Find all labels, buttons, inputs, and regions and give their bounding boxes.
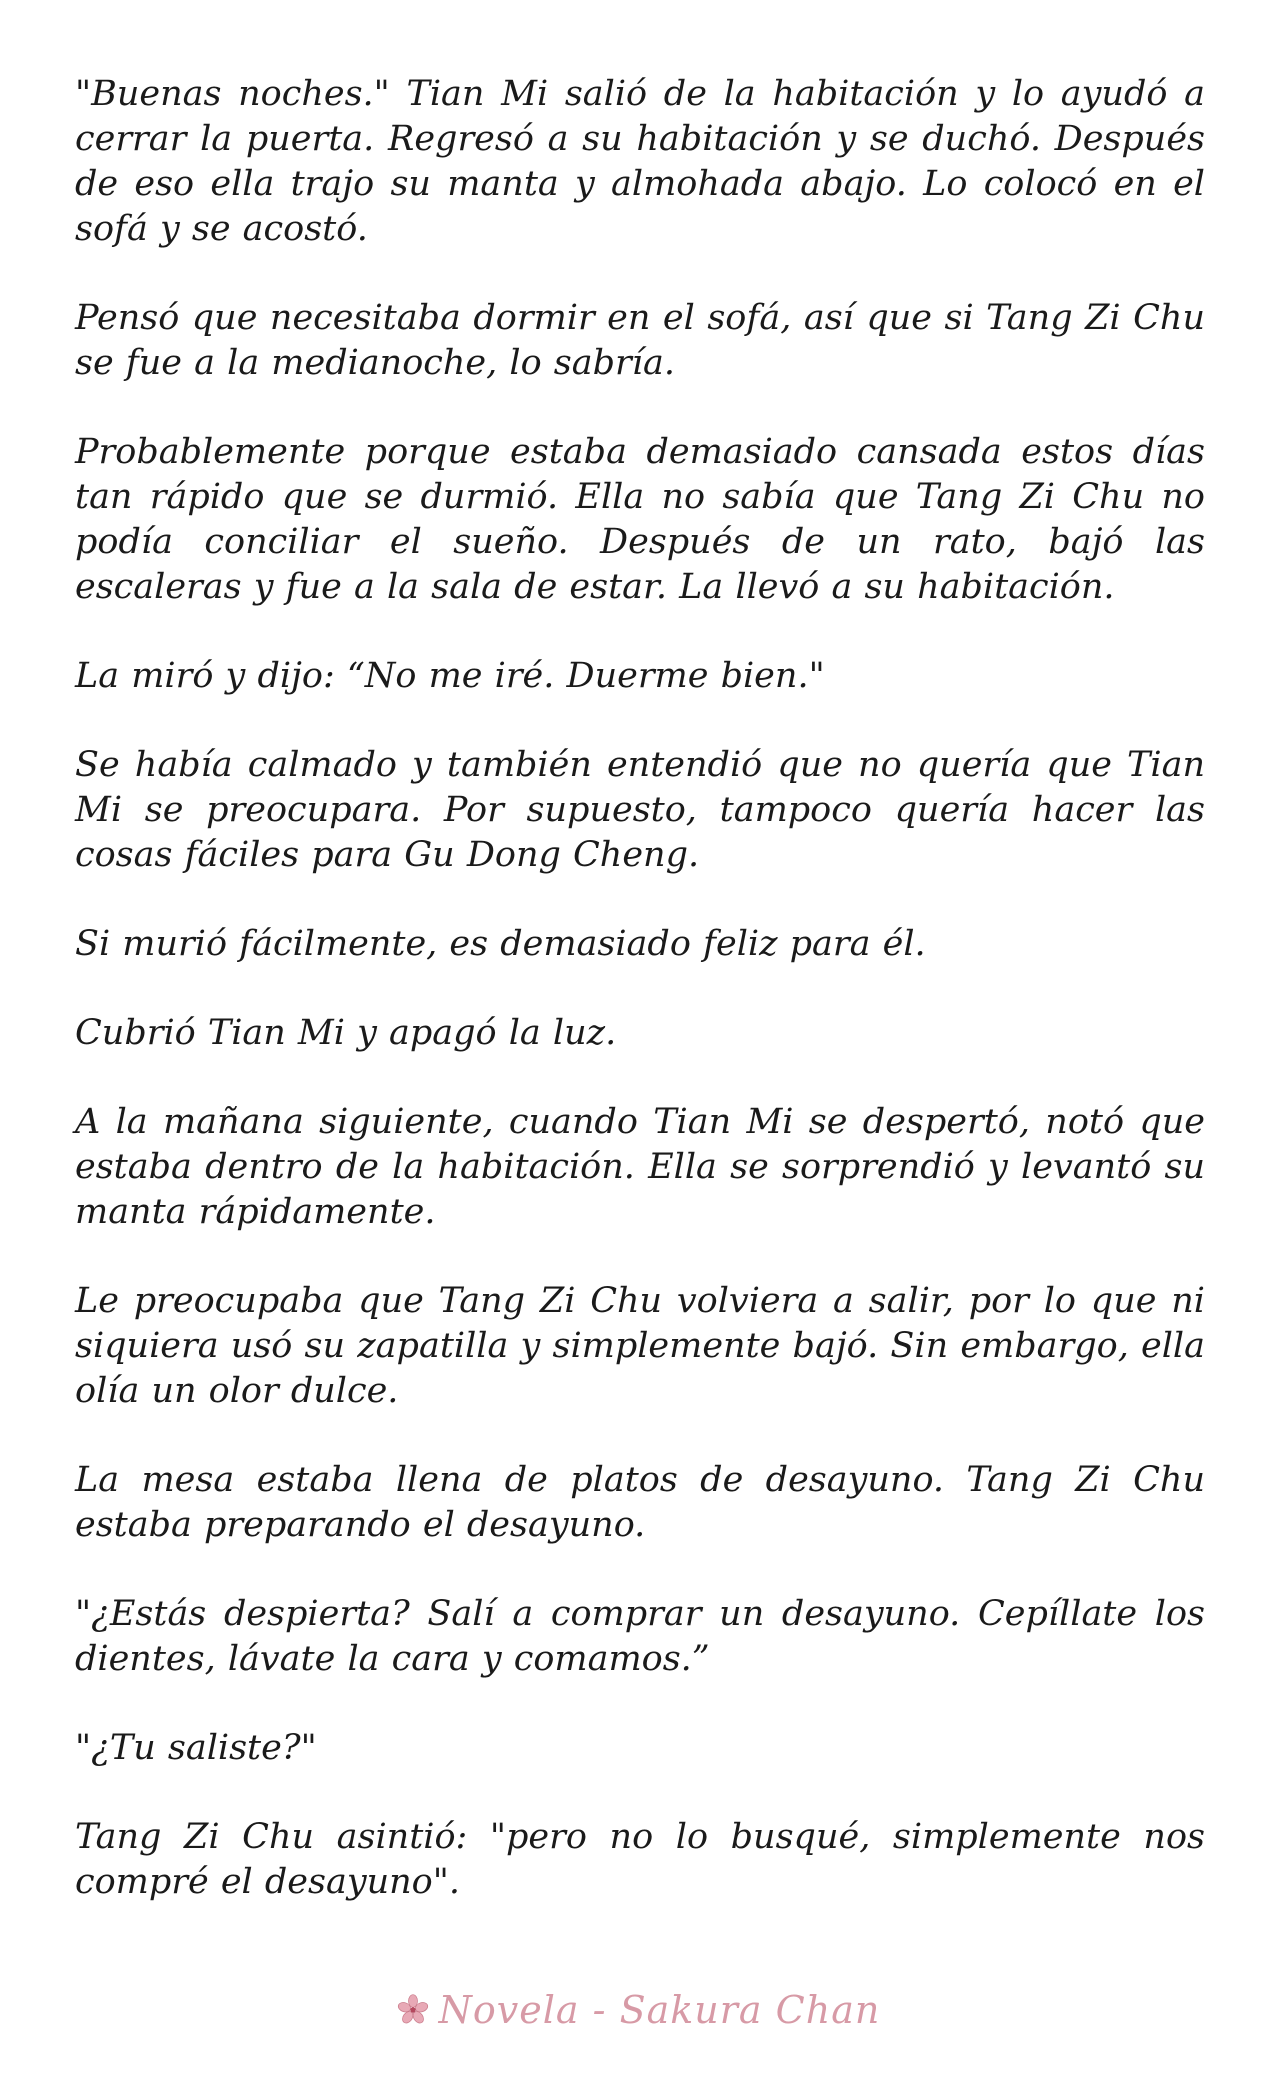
watermark-text: Novela - Sakura Chan — [438, 1988, 881, 2032]
paragraph: Si murió fácilmente, es demasiado feliz para él. — [75, 924, 926, 964]
paragraph: La miró y dijo: “No me iré. Duerme bien." — [75, 656, 825, 696]
paragraph: Tang Zi Chu asintió: "pero no lo busqué, simplemente nos compré el desayuno". — [75, 1817, 1205, 1902]
watermark — [0, 1985, 1275, 2035]
paragraph: La mesa estaba llena de platos de desayuno. Tang Zi Chu estaba preparando el desayuno. — [75, 1460, 1205, 1545]
paragraph: Pensó que necesitaba dormir en el sofá, así que si Tang Zi Chu se fue a la medianoche, lo sabría. — [75, 298, 1205, 383]
paragraph: "¿Tu saliste?" — [75, 1728, 317, 1768]
paragraph: Se había calmado y también entendió que no quería que Tian Mi se preocupara. Por supuesto, tampoco quería hacer las cosas fáciles para Gu Dong Cheng. — [75, 745, 1205, 875]
paragraph: Le preocupaba que Tang Zi Chu volviera a salir, por lo que ni siquiera usó su zapatilla y simplemente bajó. Sin embargo, ella olía un olor dulce. — [75, 1281, 1205, 1411]
text-column — [75, 72, 1205, 1949]
paragraph: "¿Estás despierta? Salí a comprar un desayuno. Cepíllate los dientes, lávate la cara y comamos.” — [75, 1594, 1205, 1679]
paragraph: "Buenas noches." Tian Mi salió de la habitación y lo ayudó a cerrar la puerta. Regresó a su habitación y se duchó. Después de eso ella trajo su manta y almohada abajo. Lo colocó en el sofá y se acostó. — [75, 74, 1205, 249]
paragraph: Probablemente porque estaba demasiado cansada estos días tan rápido que se durmió. Ella no sabía que Tang Zi Chu no podía conciliar el sueño. Después de un rato, bajó las escaleras y fue a la sala de estar. La llevó a su habitación. — [75, 432, 1205, 607]
cherry-blossom-icon — [395, 1992, 431, 2028]
paragraph: A la mañana siguiente, cuando Tian Mi se despertó, notó que estaba dentro de la habitación. Ella se sorprendió y levantó su manta rápidamente. — [75, 1102, 1205, 1232]
paragraph: Cubrió Tian Mi y apagó la luz. — [75, 1013, 617, 1053]
